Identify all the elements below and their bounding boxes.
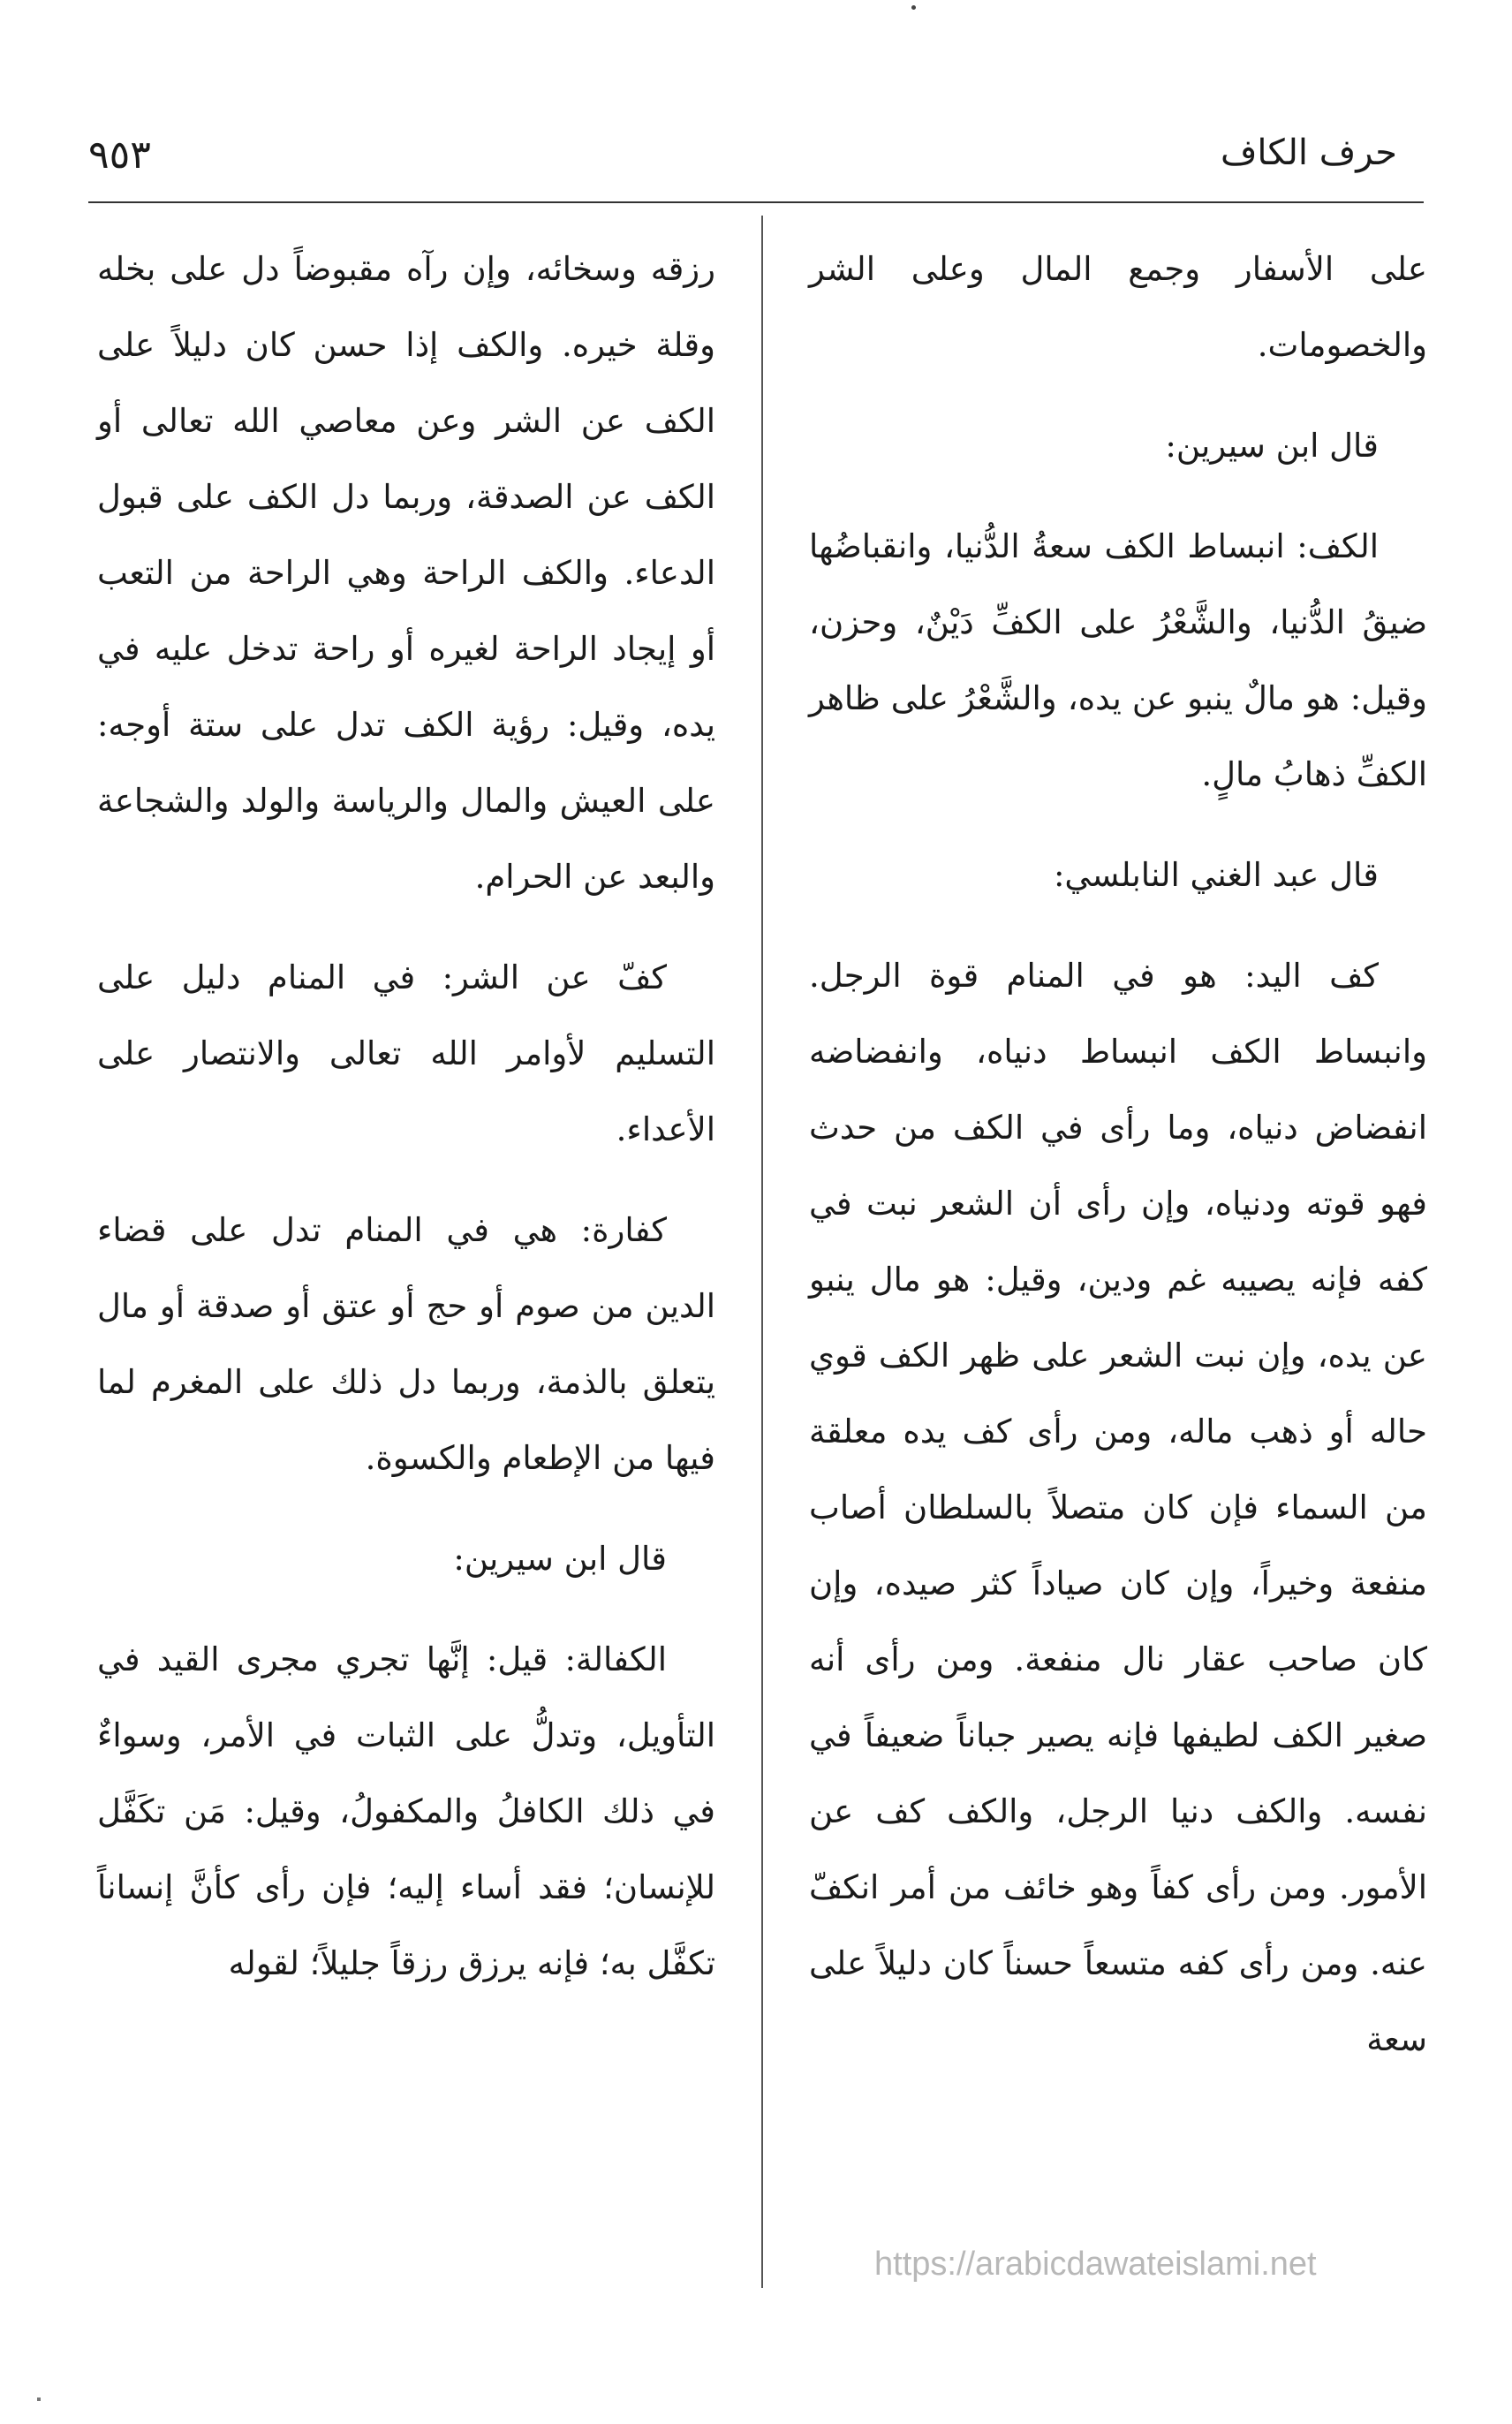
paragraph: الكفالة: قيل: إنَّها تجري مجرى القيد في التأويل، وتدلُّ على الثبات في الأمر، وسواءٌ في ذلك الكافلُ والمكفولُ، وقيل: مَن تكَفَّل للإنسان؛ فقد أساء إليه؛ فإن رأى كأنَّ إنساناً تكفَّل به؛ فإنه يرزق رزقاً جليلاً؛ لقوله	[97, 1640, 715, 1982]
paragraph: كفارة: هي في المنام تدل على قضاء الدين من صوم أو حج أو عتق أو صدقة أو مال يتعلق بالذمة، وربما دل ذلك على المغرم لما فيها من الإطعام والكسوة.	[97, 1211, 715, 1477]
page-number: ٩٥٣	[88, 133, 151, 178]
paragraph: الكف: انبساط الكف سعةُ الدُّنيا، وانقباضُها ضيقُ الدُّنيا، والشَّعْرُ على الكفِّ دَيْنٌ، وحزن، وقيل: هو مالٌ ينبو عن يده، والشَّعْرُ على ظاهر الكفِّ ذهابُ مالٍ.	[809, 527, 1427, 793]
paragraph: كف اليد: هو في المنام قوة الرجل. وانبساط الكف انبساط دنياه، وانفضاضه انفضاض دنياه، وما رأى في الكف من حدث فهو قوته ودنياه، وإن رأى أن الشعر نبت في كفه فإنه يصيبه غم ودين، وقيل: هو مال ينبو عن يده، وإن نبت الشعر على ظهر الكف قوي حاله أو ذهب ماله، ومن رأى كف يده معلقة من السماء فإن كان متصلاً بالسلطان أصاب منفعة وخيراً، وإن كان صياداً كثر صيده، وإن كان صاحب عقار نال منفعة. ومن رأى أنه صغير الكف لطيفها فإنه يصير جباناً ضعيفاً في نفسه. والكف دنيا الرجل، والكف كف عن الأمور. ومن رأى كفاً وهو خائف من أمر انكفّ عنه. ومن رأى كفه متسعاً حسناً كان دليلاً على سعة	[809, 957, 1427, 2058]
section-heading: قال ابن سيرين:	[453, 1540, 667, 1578]
paragraph: كفّ عن الشر: في المنام دليل على التسليم لأوامر الله تعالى والانتصار على الأعداء.	[97, 958, 715, 1148]
right-column	[809, 231, 1427, 2102]
watermark-url: https://arabicdawateislami.net	[874, 2246, 1317, 2283]
running-title: حرف الكاف	[1220, 133, 1397, 173]
section-heading: قال ابن سيرين:	[1165, 427, 1379, 465]
header-rule	[88, 201, 1424, 203]
column-divider	[761, 216, 763, 2288]
section-heading: قال عبد الغني النابلسي:	[1053, 856, 1379, 894]
page-header	[88, 133, 1424, 203]
header-dot	[911, 5, 916, 10]
paragraph: على الأسفار وجمع المال وعلى الشر والخصومات.	[809, 250, 1427, 364]
scan-speck	[37, 2397, 41, 2401]
left-column	[97, 231, 715, 2026]
paragraph: رزقه وسخائه، وإن رآه مقبوضاً دل على بخله وقلة خيره. والكف إذا حسن كان دليلاً على الكف عن الشر وعن معاصي الله تعالى أو الكف عن الصدقة، وربما دل الكف على قبول الدعاء. والكف الراحة وهي الراحة من التعب أو إيجاد الراحة لغيره أو راحة تدخل عليه في يده، وقيل: رؤية الكف تدل على ستة أوجه: على العيش والمال والرياسة والولد والشجاعة والبعد عن الحرام.	[97, 250, 715, 896]
